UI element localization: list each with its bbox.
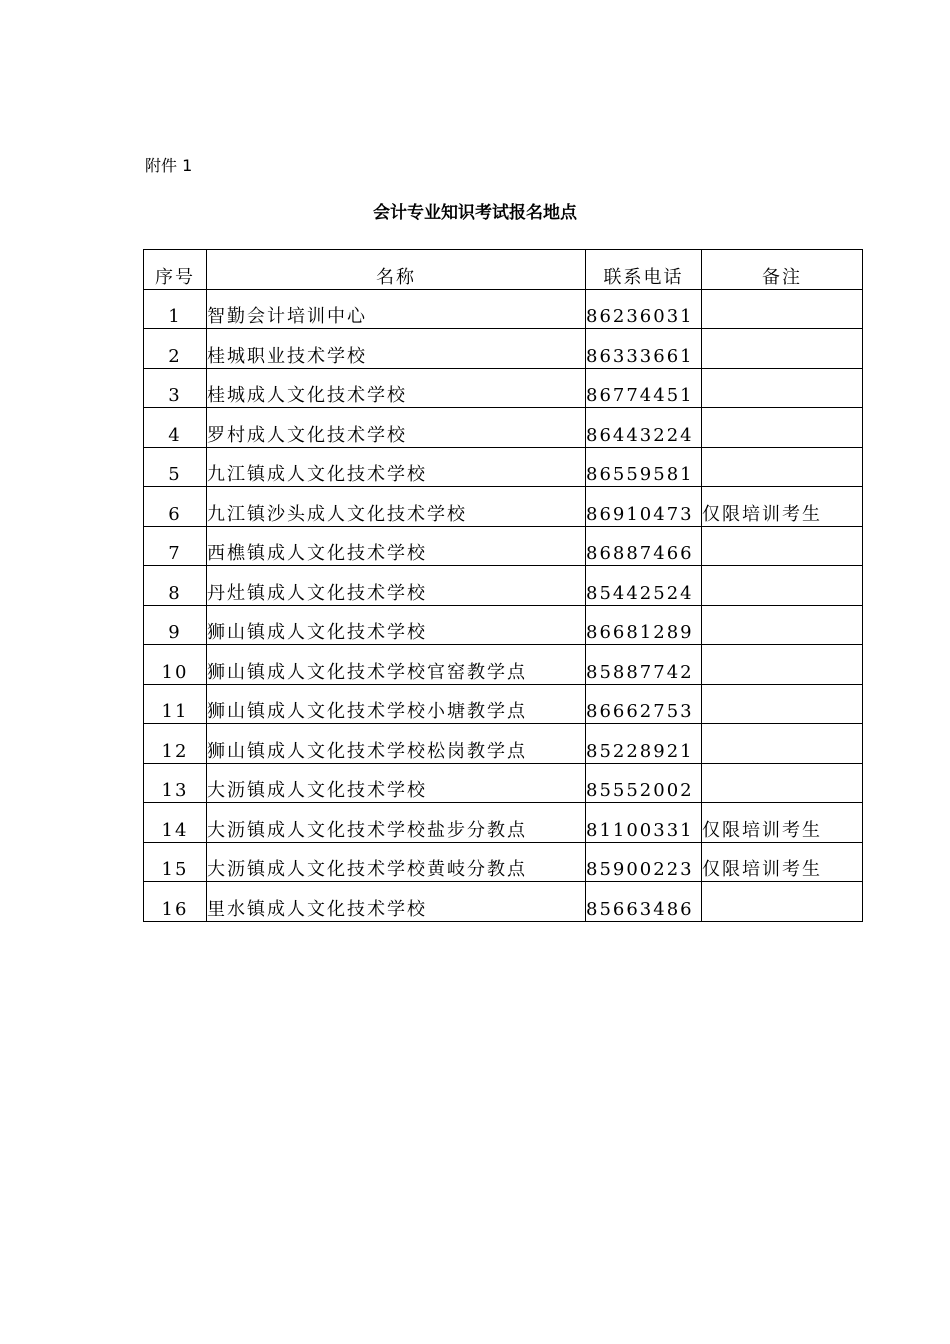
table-row — [144, 803, 863, 843]
row-note: 仅限培训考生 — [702, 487, 863, 527]
row-phone: 86333661 — [586, 329, 702, 369]
row-note — [702, 684, 863, 724]
row-name: 狮山镇成人文化技术学校官窑教学点 — [207, 645, 586, 685]
row-name: 九江镇成人文化技术学校 — [207, 447, 586, 487]
row-no: 4 — [144, 408, 207, 448]
row-phone: 86662753 — [586, 684, 702, 724]
row-note — [702, 566, 863, 606]
document-title: 会计专业知识考试报名地点 — [373, 203, 577, 223]
row-phone: 86236031 — [586, 289, 702, 329]
row-note — [702, 329, 863, 369]
row-name: 大沥镇成人文化技术学校黄岐分教点 — [207, 842, 586, 882]
row-note — [702, 526, 863, 566]
table-row — [144, 329, 863, 369]
table-row — [144, 487, 863, 527]
row-name: 罗村成人文化技术学校 — [207, 408, 586, 448]
row-phone: 81100331 — [586, 803, 702, 843]
table-row — [144, 526, 863, 566]
row-no: 9 — [144, 605, 207, 645]
row-phone: 86681289 — [586, 605, 702, 645]
row-note — [702, 882, 863, 922]
table-row — [144, 645, 863, 685]
attachment-label: 附件 1 — [145, 156, 193, 175]
table-row — [144, 566, 863, 606]
row-phone: 85552002 — [586, 763, 702, 803]
table-row — [144, 763, 863, 803]
row-phone: 86559581 — [586, 447, 702, 487]
row-phone: 86910473 — [586, 487, 702, 527]
row-phone: 86443224 — [586, 408, 702, 448]
row-phone: 86774451 — [586, 368, 702, 408]
row-note — [702, 289, 863, 329]
row-name: 里水镇成人文化技术学校 — [207, 882, 586, 922]
row-phone: 85228921 — [586, 724, 702, 764]
row-note — [702, 724, 863, 764]
table-row — [144, 882, 863, 922]
row-name: 九江镇沙头成人文化技术学校 — [207, 487, 586, 527]
row-note — [702, 408, 863, 448]
row-phone: 85663486 — [586, 882, 702, 922]
row-name: 狮山镇成人文化技术学校 — [207, 605, 586, 645]
table-row — [144, 684, 863, 724]
row-no: 15 — [144, 842, 207, 882]
row-note — [702, 368, 863, 408]
row-note — [702, 763, 863, 803]
row-note: 仅限培训考生 — [702, 842, 863, 882]
header-phone: 联系电话 — [586, 250, 702, 290]
row-name: 狮山镇成人文化技术学校松岗教学点 — [207, 724, 586, 764]
row-name: 桂城职业技术学校 — [207, 329, 586, 369]
row-note — [702, 645, 863, 685]
row-name: 智勤会计培训中心 — [207, 289, 586, 329]
row-note — [702, 605, 863, 645]
row-no: 12 — [144, 724, 207, 764]
row-no: 10 — [144, 645, 207, 685]
row-no: 5 — [144, 447, 207, 487]
registration-sites-table — [143, 249, 863, 922]
row-name: 大沥镇成人文化技术学校盐步分教点 — [207, 803, 586, 843]
table-row — [144, 842, 863, 882]
table-row — [144, 289, 863, 329]
row-no: 11 — [144, 684, 207, 724]
row-no: 13 — [144, 763, 207, 803]
row-no: 2 — [144, 329, 207, 369]
table-row — [144, 447, 863, 487]
row-name: 桂城成人文化技术学校 — [207, 368, 586, 408]
table-row — [144, 368, 863, 408]
row-no: 14 — [144, 803, 207, 843]
table-row — [144, 724, 863, 764]
row-name: 西樵镇成人文化技术学校 — [207, 526, 586, 566]
table-header-row — [144, 250, 863, 290]
row-name: 大沥镇成人文化技术学校 — [207, 763, 586, 803]
header-no: 序号 — [144, 250, 207, 290]
header-note: 备注 — [702, 250, 863, 290]
row-no: 6 — [144, 487, 207, 527]
row-phone: 85887742 — [586, 645, 702, 685]
table-row — [144, 408, 863, 448]
row-note — [702, 447, 863, 487]
row-no: 1 — [144, 289, 207, 329]
row-phone: 85442524 — [586, 566, 702, 606]
row-no: 3 — [144, 368, 207, 408]
row-name: 丹灶镇成人文化技术学校 — [207, 566, 586, 606]
row-no: 8 — [144, 566, 207, 606]
row-phone: 85900223 — [586, 842, 702, 882]
row-name: 狮山镇成人文化技术学校小塘教学点 — [207, 684, 586, 724]
table-row — [144, 605, 863, 645]
row-no: 7 — [144, 526, 207, 566]
header-name: 名称 — [207, 250, 586, 290]
row-note: 仅限培训考生 — [702, 803, 863, 843]
row-phone: 86887466 — [586, 526, 702, 566]
row-no: 16 — [144, 882, 207, 922]
